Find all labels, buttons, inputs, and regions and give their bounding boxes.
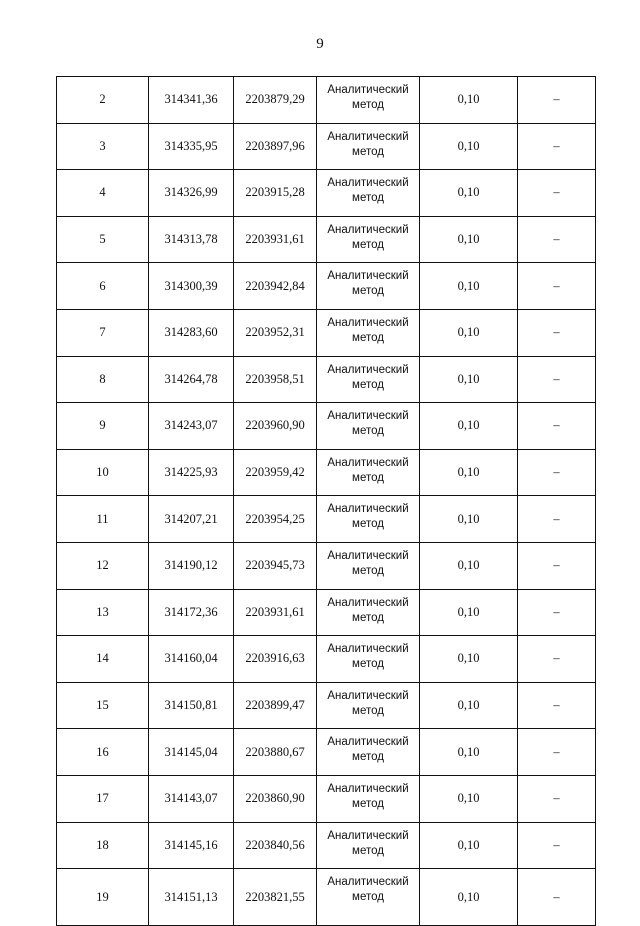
table-row — [57, 589, 596, 636]
x-coordinate-cell: 314283,60 — [149, 309, 234, 356]
x-coordinate-cell: 314335,95 — [149, 123, 234, 170]
x-coordinate-cell: 314172,36 — [149, 589, 234, 636]
x-coordinate-cell: 314143,07 — [149, 775, 234, 822]
note-cell: – — [518, 170, 596, 217]
y-coordinate-cell: 2203959,42 — [234, 449, 317, 496]
method-line-2: метод — [352, 192, 384, 205]
table-row — [57, 403, 596, 450]
method-line-1: Аналитический — [327, 549, 409, 562]
table-row — [57, 309, 596, 356]
method-line-2: метод — [352, 564, 384, 577]
accuracy-cell: 0,10 — [420, 775, 518, 822]
table-row — [57, 77, 596, 124]
method-cell — [317, 822, 420, 869]
note-cell: – — [518, 216, 596, 263]
accuracy-cell: 0,10 — [420, 170, 518, 217]
y-coordinate-cell: 2203821,55 — [234, 869, 317, 926]
point-number-cell: 12 — [57, 542, 149, 589]
note-cell: – — [518, 542, 596, 589]
y-coordinate-cell: 2203931,61 — [234, 216, 317, 263]
method-line-1: Аналитический — [327, 782, 409, 795]
point-number-cell: 17 — [57, 775, 149, 822]
method-cell — [317, 542, 420, 589]
point-number-cell: 2 — [57, 77, 149, 124]
table-row — [57, 542, 596, 589]
accuracy-cell: 0,10 — [420, 496, 518, 543]
method-line-2: метод — [352, 425, 384, 438]
point-number-cell: 19 — [57, 869, 149, 926]
y-coordinate-cell: 2203840,56 — [234, 822, 317, 869]
method-cell — [317, 589, 420, 636]
method-line-1: Аналитический — [327, 456, 409, 469]
table-row — [57, 356, 596, 403]
point-number-cell: 10 — [57, 449, 149, 496]
table-row — [57, 775, 596, 822]
method-line-2: метод — [352, 611, 384, 624]
y-coordinate-cell: 2203880,67 — [234, 729, 317, 776]
point-number-cell: 18 — [57, 822, 149, 869]
accuracy-cell: 0,10 — [420, 729, 518, 776]
method-line-2: метод — [352, 751, 384, 764]
method-line-1: Аналитический — [327, 316, 409, 329]
note-cell: – — [518, 403, 596, 450]
x-coordinate-cell: 314225,93 — [149, 449, 234, 496]
page-number: 9 — [316, 36, 324, 52]
accuracy-cell: 0,10 — [420, 356, 518, 403]
note-cell: – — [518, 309, 596, 356]
coordinates-table — [56, 76, 596, 926]
method-line-2: метод — [352, 238, 384, 251]
table-row — [57, 449, 596, 496]
accuracy-cell: 0,10 — [420, 216, 518, 263]
table-row — [57, 123, 596, 170]
y-coordinate-cell: 2203916,63 — [234, 636, 317, 683]
method-cell — [317, 636, 420, 683]
method-cell — [317, 729, 420, 776]
table-row — [57, 822, 596, 869]
method-cell — [317, 263, 420, 310]
point-number-cell: 4 — [57, 170, 149, 217]
note-cell: – — [518, 496, 596, 543]
x-coordinate-cell: 314145,04 — [149, 729, 234, 776]
accuracy-cell: 0,10 — [420, 542, 518, 589]
table-row — [57, 636, 596, 683]
x-coordinate-cell: 314160,04 — [149, 636, 234, 683]
point-number-cell: 6 — [57, 263, 149, 310]
method-line-2: метод — [352, 844, 384, 857]
method-line-2: метод — [352, 99, 384, 111]
method-line-1: Аналитический — [327, 689, 409, 702]
note-cell: – — [518, 869, 596, 926]
accuracy-cell: 0,10 — [420, 403, 518, 450]
y-coordinate-cell: 2203952,31 — [234, 309, 317, 356]
accuracy-cell: 0,10 — [420, 869, 518, 926]
method-line-2: метод — [352, 658, 384, 671]
method-cell — [317, 356, 420, 403]
point-number-cell: 13 — [57, 589, 149, 636]
point-number-cell: 9 — [57, 403, 149, 450]
method-line-2: метод — [352, 518, 384, 531]
accuracy-cell: 0,10 — [420, 822, 518, 869]
x-coordinate-cell: 314243,07 — [149, 403, 234, 450]
point-number-cell: 7 — [57, 309, 149, 356]
table-row — [57, 496, 596, 543]
x-coordinate-cell: 314341,36 — [149, 77, 234, 124]
accuracy-cell: 0,10 — [420, 263, 518, 310]
point-number-cell: 14 — [57, 636, 149, 683]
y-coordinate-cell: 2203954,25 — [234, 496, 317, 543]
table-row — [57, 682, 596, 729]
note-cell: – — [518, 775, 596, 822]
method-line-2: метод — [352, 471, 384, 484]
x-coordinate-cell: 314190,12 — [149, 542, 234, 589]
table-row — [57, 729, 596, 776]
y-coordinate-cell: 2203958,51 — [234, 356, 317, 403]
note-cell: – — [518, 636, 596, 683]
method-cell — [317, 77, 420, 124]
method-line-1: Аналитический — [327, 736, 409, 749]
x-coordinate-cell: 314207,21 — [149, 496, 234, 543]
table-row — [57, 869, 596, 926]
note-cell: – — [518, 682, 596, 729]
note-cell: – — [518, 77, 596, 124]
method-line-1: Аналитический — [327, 596, 409, 609]
x-coordinate-cell: 314300,39 — [149, 263, 234, 310]
point-number-cell: 8 — [57, 356, 149, 403]
method-line-2: метод — [352, 891, 384, 904]
table-row — [57, 170, 596, 217]
accuracy-cell: 0,10 — [420, 589, 518, 636]
table-row — [57, 263, 596, 310]
y-coordinate-cell: 2203945,73 — [234, 542, 317, 589]
method-line-2: метод — [352, 285, 384, 298]
x-coordinate-cell: 314145,16 — [149, 822, 234, 869]
y-coordinate-cell: 2203915,28 — [234, 170, 317, 217]
y-coordinate-cell: 2203942,84 — [234, 263, 317, 310]
point-number-cell: 16 — [57, 729, 149, 776]
method-cell — [317, 449, 420, 496]
method-cell — [317, 170, 420, 217]
x-coordinate-cell: 314326,99 — [149, 170, 234, 217]
accuracy-cell: 0,10 — [420, 123, 518, 170]
method-cell — [317, 309, 420, 356]
method-line-2: метод — [352, 797, 384, 810]
accuracy-cell: 0,10 — [420, 636, 518, 683]
coordinates-table-body — [57, 77, 596, 926]
accuracy-cell: 0,10 — [420, 682, 518, 729]
point-number-cell: 15 — [57, 682, 149, 729]
method-cell — [317, 869, 420, 926]
method-cell — [317, 216, 420, 263]
x-coordinate-cell: 314150,81 — [149, 682, 234, 729]
method-line-1: Аналитический — [327, 410, 409, 423]
method-line-2: метод — [352, 378, 384, 391]
note-cell: – — [518, 123, 596, 170]
method-line-1: Аналитический — [327, 876, 409, 889]
accuracy-cell: 0,10 — [420, 77, 518, 124]
note-cell: – — [518, 449, 596, 496]
method-line-1: Аналитический — [327, 503, 409, 516]
y-coordinate-cell: 2203899,47 — [234, 682, 317, 729]
note-cell: – — [518, 589, 596, 636]
method-cell — [317, 682, 420, 729]
note-cell: – — [518, 356, 596, 403]
y-coordinate-cell: 2203860,90 — [234, 775, 317, 822]
y-coordinate-cell: 2203931,61 — [234, 589, 317, 636]
y-coordinate-cell: 2203897,96 — [234, 123, 317, 170]
x-coordinate-cell: 314151,13 — [149, 869, 234, 926]
method-line-1: Аналитический — [327, 643, 409, 656]
method-line-2: метод — [352, 704, 384, 717]
method-line-1: Аналитический — [327, 130, 409, 143]
y-coordinate-cell: 2203879,29 — [234, 77, 317, 124]
method-line-1: Аналитический — [327, 223, 409, 236]
point-number-cell: 3 — [57, 123, 149, 170]
method-line-1: Аналитический — [327, 84, 409, 96]
method-line-1: Аналитический — [327, 829, 409, 842]
method-line-1: Аналитический — [327, 270, 409, 283]
point-number-cell: 5 — [57, 216, 149, 263]
note-cell: – — [518, 822, 596, 869]
method-cell — [317, 496, 420, 543]
note-cell: – — [518, 729, 596, 776]
method-cell — [317, 403, 420, 450]
accuracy-cell: 0,10 — [420, 309, 518, 356]
method-cell — [317, 775, 420, 822]
table-row — [57, 216, 596, 263]
method-cell — [317, 123, 420, 170]
point-number-cell: 11 — [57, 496, 149, 543]
x-coordinate-cell: 314264,78 — [149, 356, 234, 403]
method-line-1: Аналитический — [327, 177, 409, 190]
method-line-2: метод — [352, 331, 384, 344]
method-line-2: метод — [352, 145, 384, 158]
y-coordinate-cell: 2203960,90 — [234, 403, 317, 450]
x-coordinate-cell: 314313,78 — [149, 216, 234, 263]
method-line-1: Аналитический — [327, 363, 409, 376]
accuracy-cell: 0,10 — [420, 449, 518, 496]
note-cell: – — [518, 263, 596, 310]
